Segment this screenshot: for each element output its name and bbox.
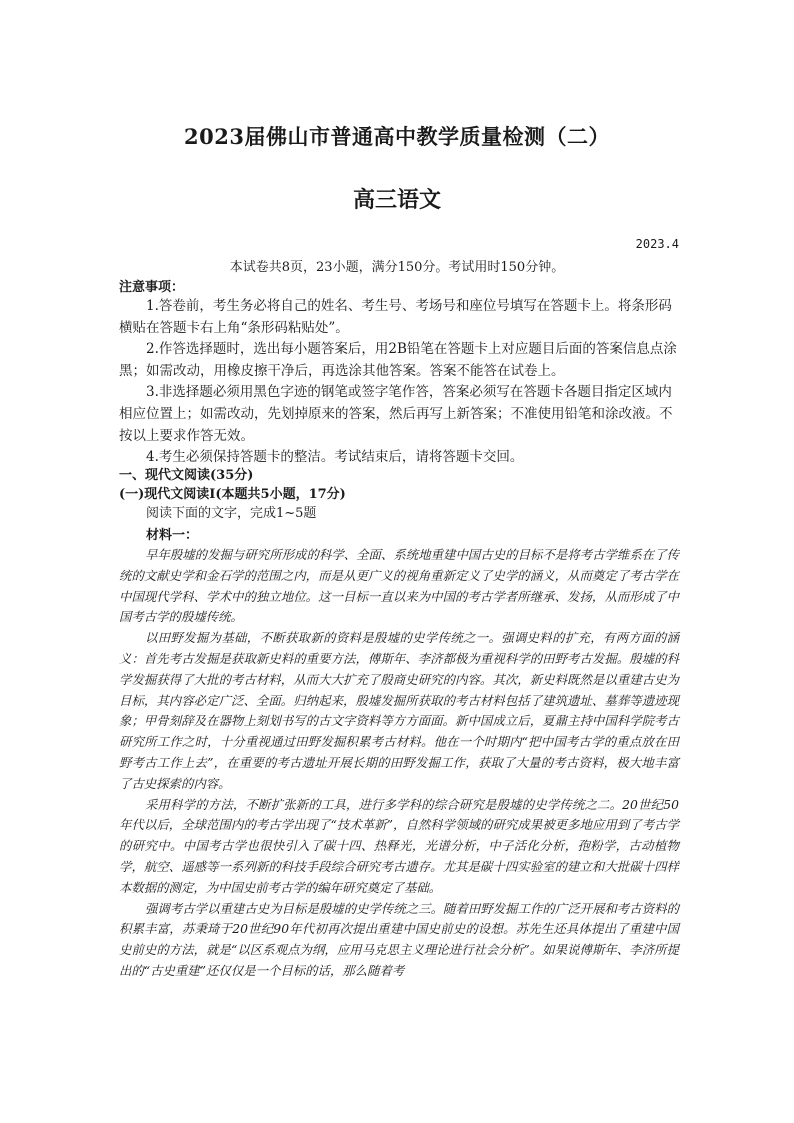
notice-item: 2.作答选择题时，选出每小题答案后，用2B铅笔在答题卡上对应题目后面的答案信息点涂黑；如需改动，用橡皮擦干净后，再选涂其他答案。答案不能答在试卷上。 [119,341,677,379]
passage-paragraph: 以田野发掘为基础，不断获取新的资料是殷墟的史学传统之一。强调史料的扩充，有两方面的涵义：首先考古发掘是获取新史料的重要方法，傅斯年、李济都极为重视科学的田野考古发掘。殷墟的科学发掘获得了大批的考古材料，从而大大扩充了殷商史研究的内容。其次，新史料既然是以重建古史为目标，其内容必定广泛、全面。归纳起来，殷墟发掘所获取的考古材料包括了建筑遗址、墓葬等遗迹现象；甲骨刻辞及在器物上刻划书写的古文字资料等方方面面。新中国成立后，夏鼐主持中国科学院考古研究所工作之时，十分重视通过田野发掘积累考古材料。他在一个时期内“把中国考古学的重点放在田野考古工作上去”，在重要的考古遗址开展长期的田野发掘工作，获取了大量的考古资料，极大地丰富了古史探索的内容。 [119,630,679,791]
exam-date: 2023.4 [635,237,679,251]
notice-item: 1.答卷前，考生务必将自己的姓名、考生号、考场号和座位号填写在答题卡上。将条形码横贴在答题卡右上角“条形码粘贴处”。 [119,298,672,336]
section-subheading: (一)现代文阅读Ⅰ(本题共5小题，17分) [119,487,346,502]
material-label: 材料一： [146,528,199,543]
reading-instruction: 阅读下面的文字，完成1~5题 [146,506,317,521]
reading-passage [119,545,679,982]
notice-item: 3.非选择题必须用黑色字迹的钢笔或签字笔作答，答案必须写在答题卡各题目指定区域内相应位置上；如需改动，先划掉原来的答案，然后再写上新答案；不准使用铅笔和涂改液。不按以上要求作答无效。 [119,384,673,444]
passage-paragraph: 早年殷墟的发掘与研究所形成的科学、全面、系统地重建中国古史的目标不是将考古学维系在了传统的文献史学和金石学的范围之内，而是从更广义的视角重新定义了史学的涵义，从而奠定了考古学在中国现代学科、学术中的独立地位。这一目标一直以来为中国的考古学者所继承、发扬，从而形成了中国考古学的殷墟传统。 [119,547,679,625]
page-title: 2023届佛山市普通高中教学质量检测（二） [184,124,610,149]
exam-info: 本试卷共8页，23小题，满分150分。考试用时150分钟。 [229,260,565,275]
notice-list [119,296,679,469]
passage-paragraph: 采用科学的方法，不断扩张新的工具，进行多学科的综合研究是殷墟的史学传统之二。20世纪50年代以后，全球范围内的考古学出现了“技术革新”，自然科学领域的研究成果被更多地应用到了考古学的研究中。中国考古学也很快引入了碳十四、热释光，光谱分析，中子活化分析，孢粉学，古动植物学，航空、遥感等一系列新的科技手段综合研究考古遗存。尤其是碳十四实验室的建立和大批碳十四样本数据的测定，为中国史前考古学的编年研究奠定了基础。 [119,796,679,895]
section-heading: 一、现代文阅读(35分) [119,468,254,483]
notice-item: 4.考生必须保持答题卡的整洁。考试结束后，请将答题卡交回。 [146,449,524,466]
page-subtitle: 高三语文 [352,187,441,213]
notice-heading: 注意事项： [119,280,185,295]
passage-paragraph: 强调考古学以重建古史为目标是殷墟的史学传统之三。随着田野发掘工作的广泛开展和考古资料的积累丰富，苏秉琦于20世纪90年代初再次提出重建中国史前史的设想。苏先生还具体提出了重建中国史前史的方法，就是“以区系观点为纲，应用马克思主义理论进行社会分析”。如果说傅斯年、李济所提出的“古史重建”还仅仅是一个目标的话，那么随着考 [119,900,679,978]
